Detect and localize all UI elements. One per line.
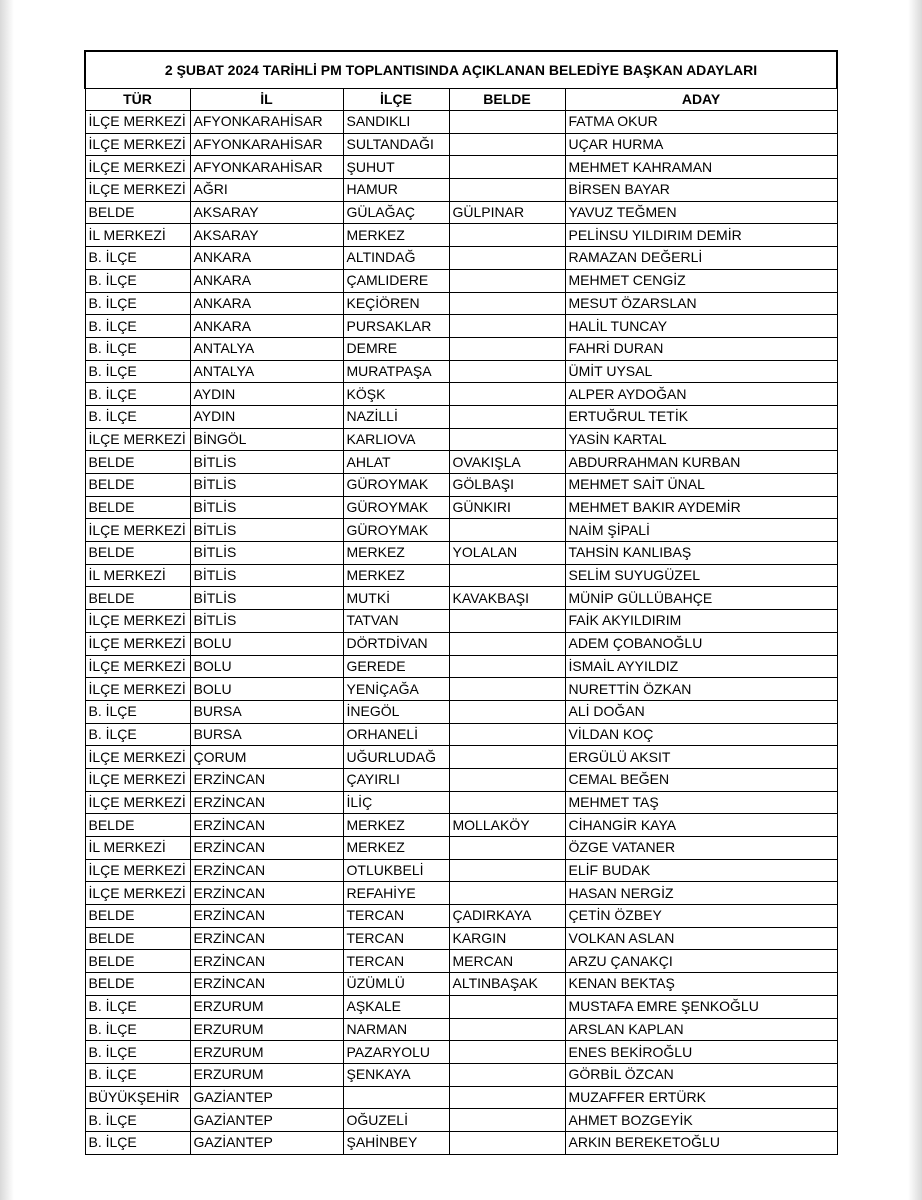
- cell-ilce: İNEGÖL: [343, 700, 449, 723]
- cell-aday: MEHMET KAHRAMAN: [565, 156, 837, 179]
- table-row: [85, 542, 837, 565]
- cell-tur: İL MERKEZİ: [85, 564, 190, 587]
- cell-ilce: TERCAN: [343, 927, 449, 950]
- cell-tur: İLÇE MERKEZİ: [85, 859, 190, 882]
- cell-tur: B. İLÇE: [85, 1109, 190, 1132]
- cell-il: ANTALYA: [190, 360, 343, 383]
- cell-il: BİTLİS: [190, 610, 343, 633]
- cell-ilce: KEÇİÖREN: [343, 292, 449, 315]
- cell-il: ÇORUM: [190, 746, 343, 769]
- cell-tur: İLÇE MERKEZİ: [85, 519, 190, 542]
- cell-aday: BİRSEN BAYAR: [565, 179, 837, 202]
- cell-aday: HASAN NERGİZ: [565, 882, 837, 905]
- column-header-ilce: İLÇE: [343, 89, 449, 111]
- cell-belde: [449, 1041, 565, 1064]
- cell-belde: [449, 768, 565, 791]
- cell-belde: [449, 519, 565, 542]
- cell-tur: BELDE: [85, 474, 190, 497]
- cell-ilce: DÖRTDİVAN: [343, 632, 449, 655]
- cell-belde: MERCAN: [449, 950, 565, 973]
- cell-belde: [449, 655, 565, 678]
- cell-aday: ARSLAN KAPLAN: [565, 1018, 837, 1041]
- cell-il: ERZURUM: [190, 1041, 343, 1064]
- table-row: [85, 587, 837, 610]
- cell-aday: ERTUĞRUL TETİK: [565, 405, 837, 428]
- cell-il: ERZİNCAN: [190, 973, 343, 996]
- cell-il: GAZİANTEP: [190, 1131, 343, 1154]
- cell-aday: RAMAZAN DEĞERLİ: [565, 247, 837, 270]
- cell-tur: BELDE: [85, 814, 190, 837]
- column-header-aday: ADAY: [565, 89, 837, 111]
- cell-aday: YASİN KARTAL: [565, 428, 837, 451]
- table-row: [85, 564, 837, 587]
- cell-aday: FATMA OKUR: [565, 111, 837, 134]
- cell-tur: İLÇE MERKEZİ: [85, 791, 190, 814]
- cell-ilce: MERKEZ: [343, 564, 449, 587]
- column-header-il: İL: [190, 89, 343, 111]
- cell-il: GAZİANTEP: [190, 1086, 343, 1109]
- cell-belde: [449, 292, 565, 315]
- table-row: [85, 133, 837, 156]
- cell-belde: [449, 428, 565, 451]
- cell-il: BİTLİS: [190, 496, 343, 519]
- cell-ilce: ORHANELİ: [343, 723, 449, 746]
- table-row: [85, 678, 837, 701]
- cell-ilce: REFAHİYE: [343, 882, 449, 905]
- cell-il: AFYONKARAHİSAR: [190, 133, 343, 156]
- cell-tur: B. İLÇE: [85, 383, 190, 406]
- cell-aday: CEMAL BEĞEN: [565, 768, 837, 791]
- table-row: [85, 859, 837, 882]
- table-row: [85, 1109, 837, 1132]
- table-row: [85, 950, 837, 973]
- cell-il: ERZİNCAN: [190, 814, 343, 837]
- table-row: [85, 837, 837, 860]
- cell-ilce: ÜZÜMLÜ: [343, 973, 449, 996]
- cell-aday: ARKIN BEREKETOĞLU: [565, 1131, 837, 1154]
- table-row: [85, 723, 837, 746]
- cell-belde: [449, 1063, 565, 1086]
- cell-belde: [449, 111, 565, 134]
- cell-belde: [449, 405, 565, 428]
- cell-il: ANKARA: [190, 292, 343, 315]
- cell-belde: ALTINBAŞAK: [449, 973, 565, 996]
- cell-ilce: KÖŞK: [343, 383, 449, 406]
- cell-tur: BELDE: [85, 542, 190, 565]
- table-row: [85, 269, 837, 292]
- cell-tur: İL MERKEZİ: [85, 837, 190, 860]
- cell-aday: ÇETİN ÖZBEY: [565, 905, 837, 928]
- cell-ilce: MERKEZ: [343, 542, 449, 565]
- cell-ilce: DEMRE: [343, 337, 449, 360]
- cell-tur: B. İLÇE: [85, 723, 190, 746]
- cell-belde: [449, 1018, 565, 1041]
- cell-belde: [449, 1109, 565, 1132]
- cell-il: ANKARA: [190, 315, 343, 338]
- cell-belde: MOLLAKÖY: [449, 814, 565, 837]
- cell-tur: BELDE: [85, 496, 190, 519]
- cell-il: ERZİNCAN: [190, 905, 343, 928]
- table-row: [85, 1018, 837, 1041]
- cell-tur: B. İLÇE: [85, 1018, 190, 1041]
- table-row: [85, 405, 837, 428]
- table-row: [85, 292, 837, 315]
- cell-aday: ERGÜLÜ AKSIT: [565, 746, 837, 769]
- cell-ilce: İLİÇ: [343, 791, 449, 814]
- cell-aday: ALİ DOĞAN: [565, 700, 837, 723]
- cell-aday: MEHMET BAKIR AYDEMİR: [565, 496, 837, 519]
- cell-aday: ABDURRAHMAN KURBAN: [565, 451, 837, 474]
- page-shadow-left: [0, 0, 14, 1200]
- cell-ilce: MURATPAŞA: [343, 360, 449, 383]
- cell-tur: BELDE: [85, 950, 190, 973]
- cell-aday: CİHANGİR KAYA: [565, 814, 837, 837]
- cell-ilce: OTLUKBELİ: [343, 859, 449, 882]
- cell-il: ERZİNCAN: [190, 791, 343, 814]
- cell-aday: YAVUZ TEĞMEN: [565, 201, 837, 224]
- cell-ilce: GÜROYMAK: [343, 519, 449, 542]
- table-row: [85, 632, 837, 655]
- cell-belde: [449, 156, 565, 179]
- cell-tur: B. İLÇE: [85, 337, 190, 360]
- cell-ilce: GÜROYMAK: [343, 496, 449, 519]
- cell-belde: [449, 360, 565, 383]
- table-row: [85, 1041, 837, 1064]
- cell-aday: MEHMET TAŞ: [565, 791, 837, 814]
- cell-tur: İLÇE MERKEZİ: [85, 768, 190, 791]
- table-row: [85, 496, 837, 519]
- cell-tur: BELDE: [85, 451, 190, 474]
- cell-tur: B. İLÇE: [85, 1131, 190, 1154]
- cell-belde: [449, 224, 565, 247]
- cell-aday: ADEM ÇOBANOĞLU: [565, 632, 837, 655]
- cell-belde: GÜNKIRI: [449, 496, 565, 519]
- cell-ilce: NAZİLLİ: [343, 405, 449, 428]
- cell-ilce: MERKEZ: [343, 224, 449, 247]
- cell-belde: [449, 179, 565, 202]
- table-row: [85, 768, 837, 791]
- cell-aday: İSMAİL AYYILDIZ: [565, 655, 837, 678]
- cell-ilce: PURSAKLAR: [343, 315, 449, 338]
- cell-ilce: HAMUR: [343, 179, 449, 202]
- cell-aday: FAHRİ DURAN: [565, 337, 837, 360]
- cell-aday: MUSTAFA EMRE ŞENKOĞLU: [565, 995, 837, 1018]
- table-row: [85, 156, 837, 179]
- cell-il: BİTLİS: [190, 474, 343, 497]
- cell-tur: BELDE: [85, 587, 190, 610]
- cell-ilce: MERKEZ: [343, 814, 449, 837]
- cell-tur: B. İLÇE: [85, 292, 190, 315]
- title-row: [85, 51, 837, 89]
- cell-belde: [449, 632, 565, 655]
- cell-aday: ENES BEKİROĞLU: [565, 1041, 837, 1064]
- cell-belde: YOLALAN: [449, 542, 565, 565]
- cell-belde: GÖLBAŞI: [449, 474, 565, 497]
- cell-tur: B. İLÇE: [85, 995, 190, 1018]
- candidates-table: [84, 50, 838, 1155]
- cell-aday: KENAN BEKTAŞ: [565, 973, 837, 996]
- cell-il: ERZURUM: [190, 1063, 343, 1086]
- document-sheet: [84, 50, 836, 1155]
- cell-tur: İLÇE MERKEZİ: [85, 428, 190, 451]
- table-row: [85, 111, 837, 134]
- cell-ilce: ŞAHİNBEY: [343, 1131, 449, 1154]
- cell-ilce: MUTKİ: [343, 587, 449, 610]
- cell-ilce: MERKEZ: [343, 837, 449, 860]
- cell-belde: ÇADIRKAYA: [449, 905, 565, 928]
- cell-tur: BELDE: [85, 927, 190, 950]
- cell-il: ERZİNCAN: [190, 837, 343, 860]
- cell-il: GAZİANTEP: [190, 1109, 343, 1132]
- table-row: [85, 428, 837, 451]
- cell-ilce: ALTINDAĞ: [343, 247, 449, 270]
- cell-aday: ALPER AYDOĞAN: [565, 383, 837, 406]
- cell-aday: MÜNİP GÜLLÜBAHÇE: [565, 587, 837, 610]
- cell-aday: MUZAFFER ERTÜRK: [565, 1086, 837, 1109]
- cell-aday: MEHMET CENGİZ: [565, 269, 837, 292]
- cell-aday: UÇAR HURMA: [565, 133, 837, 156]
- cell-il: AYDIN: [190, 405, 343, 428]
- cell-aday: MEHMET SAİT ÜNAL: [565, 474, 837, 497]
- table-row: [85, 655, 837, 678]
- cell-belde: [449, 269, 565, 292]
- cell-tur: İLÇE MERKEZİ: [85, 610, 190, 633]
- cell-tur: İLÇE MERKEZİ: [85, 746, 190, 769]
- cell-ilce: ÇAYIRLI: [343, 768, 449, 791]
- cell-il: BURSA: [190, 723, 343, 746]
- cell-ilce: GÜLAĞAÇ: [343, 201, 449, 224]
- cell-ilce: TERCAN: [343, 950, 449, 973]
- cell-aday: GÖRBİL ÖZCAN: [565, 1063, 837, 1086]
- cell-belde: [449, 791, 565, 814]
- column-header-tur: TÜR: [85, 89, 190, 111]
- cell-tur: İLÇE MERKEZİ: [85, 111, 190, 134]
- cell-il: BİNGÖL: [190, 428, 343, 451]
- cell-belde: [449, 995, 565, 1018]
- table-row: [85, 474, 837, 497]
- cell-il: BİTLİS: [190, 587, 343, 610]
- table-row: [85, 814, 837, 837]
- cell-il: AFYONKARAHİSAR: [190, 111, 343, 134]
- cell-il: BİTLİS: [190, 564, 343, 587]
- cell-ilce: AŞKALE: [343, 995, 449, 1018]
- cell-ilce: GEREDE: [343, 655, 449, 678]
- cell-il: AĞRI: [190, 179, 343, 202]
- cell-ilce: OĞUZELİ: [343, 1109, 449, 1132]
- cell-tur: BÜYÜKŞEHİR: [85, 1086, 190, 1109]
- cell-tur: İLÇE MERKEZİ: [85, 179, 190, 202]
- table-row: [85, 224, 837, 247]
- cell-il: AKSARAY: [190, 224, 343, 247]
- cell-il: AYDIN: [190, 383, 343, 406]
- table-row: [85, 451, 837, 474]
- table-row: [85, 360, 837, 383]
- cell-belde: [449, 315, 565, 338]
- cell-aday: ARZU ÇANAKÇI: [565, 950, 837, 973]
- cell-tur: İLÇE MERKEZİ: [85, 133, 190, 156]
- cell-ilce: SANDIKLI: [343, 111, 449, 134]
- cell-tur: İLÇE MERKEZİ: [85, 655, 190, 678]
- cell-il: ANTALYA: [190, 337, 343, 360]
- cell-il: ERZİNCAN: [190, 768, 343, 791]
- cell-tur: B. İLÇE: [85, 315, 190, 338]
- table-title: 2 ŞUBAT 2024 TARİHLİ PM TOPLANTISINDA AÇIKLANAN BELEDİYE BAŞKAN ADAYLARI: [85, 51, 837, 89]
- cell-ilce: YENİÇAĞA: [343, 678, 449, 701]
- cell-belde: [449, 700, 565, 723]
- cell-il: BİTLİS: [190, 451, 343, 474]
- cell-il: AKSARAY: [190, 201, 343, 224]
- cell-tur: BELDE: [85, 201, 190, 224]
- cell-ilce: TATVAN: [343, 610, 449, 633]
- cell-aday: ELİF BUDAK: [565, 859, 837, 882]
- cell-aday: AHMET BOZGEYİK: [565, 1109, 837, 1132]
- cell-il: ANKARA: [190, 269, 343, 292]
- table-row: [85, 383, 837, 406]
- cell-tur: B. İLÇE: [85, 1063, 190, 1086]
- table-row: [85, 746, 837, 769]
- table-body: [85, 111, 837, 1155]
- cell-tur: BELDE: [85, 973, 190, 996]
- cell-belde: KAVAKBAŞI: [449, 587, 565, 610]
- cell-tur: B. İLÇE: [85, 405, 190, 428]
- page-shadow-right: [908, 0, 922, 1200]
- cell-il: BİTLİS: [190, 519, 343, 542]
- cell-ilce: SULTANDAĞI: [343, 133, 449, 156]
- table-row: [85, 179, 837, 202]
- cell-ilce: UĞURLUDAĞ: [343, 746, 449, 769]
- cell-il: ERZİNCAN: [190, 859, 343, 882]
- table-row: [85, 1063, 837, 1086]
- cell-il: BİTLİS: [190, 542, 343, 565]
- cell-il: ERZURUM: [190, 995, 343, 1018]
- cell-ilce: ŞENKAYA: [343, 1063, 449, 1086]
- column-header-belde: BELDE: [449, 89, 565, 111]
- cell-ilce: [343, 1086, 449, 1109]
- table-row: [85, 1131, 837, 1154]
- table-row: [85, 247, 837, 270]
- table-row: [85, 337, 837, 360]
- cell-tur: B. İLÇE: [85, 1041, 190, 1064]
- cell-belde: [449, 337, 565, 360]
- table-row: [85, 995, 837, 1018]
- cell-aday: SELİM SUYUGÜZEL: [565, 564, 837, 587]
- cell-belde: [449, 383, 565, 406]
- table-row: [85, 1086, 837, 1109]
- cell-il: ANKARA: [190, 247, 343, 270]
- cell-il: ERZİNCAN: [190, 882, 343, 905]
- cell-il: BOLU: [190, 655, 343, 678]
- cell-tur: İLÇE MERKEZİ: [85, 678, 190, 701]
- cell-ilce: ŞUHUT: [343, 156, 449, 179]
- cell-belde: OVAKIŞLA: [449, 451, 565, 474]
- cell-ilce: PAZARYOLU: [343, 1041, 449, 1064]
- cell-belde: [449, 882, 565, 905]
- cell-il: AFYONKARAHİSAR: [190, 156, 343, 179]
- cell-belde: KARGIN: [449, 927, 565, 950]
- cell-belde: [449, 1131, 565, 1154]
- cell-aday: NURETTİN ÖZKAN: [565, 678, 837, 701]
- cell-belde: [449, 1086, 565, 1109]
- cell-aday: PELİNSU YILDIRIM DEMİR: [565, 224, 837, 247]
- cell-belde: GÜLPINAR: [449, 201, 565, 224]
- cell-aday: ÜMİT UYSAL: [565, 360, 837, 383]
- cell-ilce: AHLAT: [343, 451, 449, 474]
- cell-tur: B. İLÇE: [85, 700, 190, 723]
- cell-tur: B. İLÇE: [85, 360, 190, 383]
- table-row: [85, 791, 837, 814]
- table-row: [85, 973, 837, 996]
- cell-tur: İLÇE MERKEZİ: [85, 882, 190, 905]
- table-row: [85, 201, 837, 224]
- cell-belde: [449, 247, 565, 270]
- cell-tur: B. İLÇE: [85, 269, 190, 292]
- cell-aday: NAİM ŞİPALİ: [565, 519, 837, 542]
- cell-belde: [449, 746, 565, 769]
- cell-belde: [449, 564, 565, 587]
- cell-il: ERZİNCAN: [190, 927, 343, 950]
- cell-belde: [449, 859, 565, 882]
- cell-ilce: TERCAN: [343, 905, 449, 928]
- cell-tur: BELDE: [85, 905, 190, 928]
- cell-ilce: GÜROYMAK: [343, 474, 449, 497]
- cell-aday: FAİK AKYILDIRIM: [565, 610, 837, 633]
- cell-belde: [449, 678, 565, 701]
- cell-belde: [449, 133, 565, 156]
- cell-ilce: KARLIOVA: [343, 428, 449, 451]
- cell-aday: HALİL TUNCAY: [565, 315, 837, 338]
- table-row: [85, 882, 837, 905]
- cell-il: BOLU: [190, 632, 343, 655]
- cell-aday: VİLDAN KOÇ: [565, 723, 837, 746]
- cell-tur: İLÇE MERKEZİ: [85, 156, 190, 179]
- cell-belde: [449, 723, 565, 746]
- cell-il: BURSA: [190, 700, 343, 723]
- table-row: [85, 927, 837, 950]
- cell-belde: [449, 837, 565, 860]
- cell-belde: [449, 610, 565, 633]
- cell-tur: B. İLÇE: [85, 247, 190, 270]
- cell-il: BOLU: [190, 678, 343, 701]
- table-row: [85, 610, 837, 633]
- cell-aday: VOLKAN ASLAN: [565, 927, 837, 950]
- cell-ilce: NARMAN: [343, 1018, 449, 1041]
- cell-ilce: ÇAMLIDERE: [343, 269, 449, 292]
- cell-il: ERZİNCAN: [190, 950, 343, 973]
- cell-aday: ÖZGE VATANER: [565, 837, 837, 860]
- cell-aday: MESUT ÖZARSLAN: [565, 292, 837, 315]
- table-row: [85, 519, 837, 542]
- header-row: [85, 89, 837, 111]
- cell-aday: TAHSİN KANLIBAŞ: [565, 542, 837, 565]
- cell-tur: İL MERKEZİ: [85, 224, 190, 247]
- cell-il: ERZURUM: [190, 1018, 343, 1041]
- table-row: [85, 315, 837, 338]
- table-row: [85, 905, 837, 928]
- table-row: [85, 700, 837, 723]
- cell-tur: İLÇE MERKEZİ: [85, 632, 190, 655]
